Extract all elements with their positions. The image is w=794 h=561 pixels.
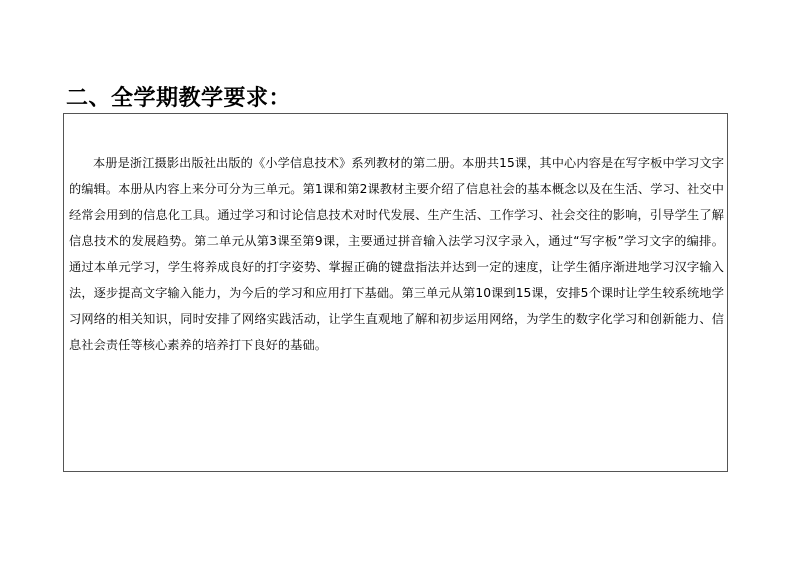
section-title: 二、全学期教学要求： bbox=[66, 86, 292, 111]
body-paragraph: 本册是浙江摄影出版社出版的《小学信息技术》系列教材的第二册。本册共15课，其中心内容是在写字板中学习文字的编辑。本册从内容上来分可分为三单元。第1课和第2课教材主要介绍了信息社会的基本概念以及在生活、学习、社交中经常会用到的信息化工具。通过学习和讨论信息技术对时代发展、生产生活、工作学习、社会交往的影响，引导学生了解信息技术的发展趋势。第二单元从第3课至第9课，主要通过拼音输入法学习汉字录入，通过“写字板”学习文字的编排。通过本单元学习，学生将养成良好的打字姿势、掌握正确的键盘指法并达到一定的速度，让学生循序渐进地学习汉字输入法，逐步提高文字输入能力，为今后的学习和应用打下基础。第三单元从第10课到15课，安排5个课时让学生较系统地学习网络的相关知识，同时安排了网络实践活动，让学生直观地了解和初步运用网络，为学生的数字化学习和创新能力、信息社会责任等核心素养的培养打下良好的基础。 bbox=[69, 156, 724, 352]
